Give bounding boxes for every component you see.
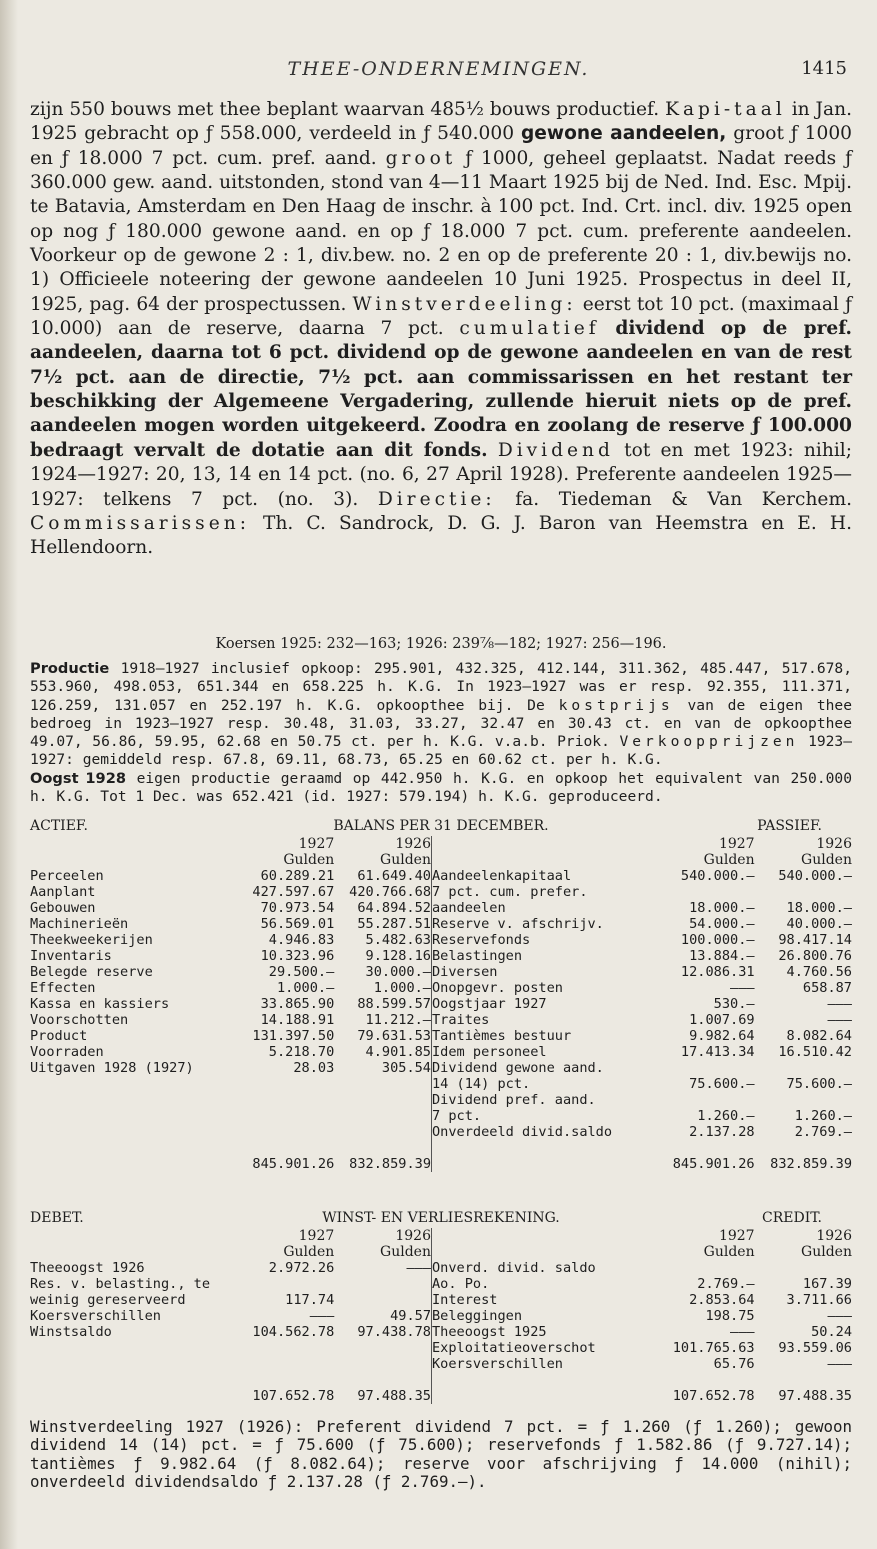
ledger-value-1926: 75.600.— (786, 1076, 852, 1092)
ledger-value-1927: 2.853.64 (689, 1292, 755, 1308)
balans-actief-table (30, 836, 432, 1172)
ledger-row (432, 1356, 852, 1372)
ledger-value-1926: 8.082.64 (786, 1028, 852, 1044)
text-segment: 1923—1927: gemiddeld resp. 67.8, 69.11, 68.73, 65.25 en 60.62 ct. per h. K.G. (30, 733, 852, 769)
year-header-row (30, 836, 432, 852)
year-1927-header: 1927 (298, 836, 335, 852)
ledger-item-label: Idem personeel (432, 1044, 547, 1060)
spacer-cell (432, 1140, 852, 1156)
kostprijs-label: kostprijs (558, 696, 674, 714)
ledger-item-label: Belastingen (432, 948, 523, 964)
unit-header: Gulden (380, 1244, 431, 1260)
ledger-value-1926: 26.800.76 (778, 948, 852, 964)
ledger-value-1927: 101.765.63 (672, 1340, 755, 1356)
ledger-item-label: aandeelen (432, 900, 506, 916)
ledger-value-1927: 14.188.91 (260, 1012, 335, 1028)
ledger-row (30, 1308, 432, 1324)
ledger-value-1926: 30.000.— (365, 964, 431, 980)
ledger-value-1927: 13.884.— (689, 948, 755, 964)
ledger-item-label: Winstsaldo (30, 1324, 112, 1340)
ledger-value-1926: ——— (827, 1012, 852, 1028)
ledger-value-1927 (657, 1260, 754, 1276)
spacer-cell (30, 1372, 432, 1388)
header-spacer (432, 836, 657, 852)
ledger-item-label: Gebouwen (30, 900, 96, 916)
footer-paragraph: Winstverdeeling 1927 (1926): Preferent dividend 7 pct. = ƒ 1.260 (ƒ 1.260); gewoon dividend 14 (14) pct. = ƒ 75.600 (ƒ 75.600); reservefonds ƒ 1.582.86 (ƒ 9.727.14); tantièmes ƒ 9.982.64 (ƒ 8.082.64); reserve voor afschrijving ƒ 14.000 (nihil); onverdeeld dividendsaldo ƒ 2.137.28 (ƒ 2.769.—). (30, 1417, 852, 1492)
total-1927: 845.901.26 (252, 1156, 335, 1172)
ledger-value-1926: 64.894.52 (357, 900, 431, 916)
ledger-row (432, 1276, 852, 1292)
header-spacer (432, 1228, 657, 1244)
unit-header: Gulden (380, 852, 431, 868)
ledger-item-label: Diversen (432, 964, 498, 980)
ledger-value-1926: 540.000.— (778, 868, 852, 884)
year-1926-header: 1926 (816, 836, 852, 852)
ledger-row (432, 1340, 852, 1356)
ledger-item-label: Koersverschillen (432, 1356, 563, 1372)
ledger-item-label: Tantièmes bestuur (432, 1028, 572, 1044)
year-header-row (432, 1228, 852, 1244)
kapitaal-label: Kapi-taal (665, 99, 786, 120)
ledger-item-label: Reserve v. afschrijv. (432, 916, 604, 932)
ledger-value-1927: 9.982.64 (689, 1028, 755, 1044)
ledger-total-row (432, 1156, 852, 1172)
ledger-row (432, 1044, 852, 1060)
ledger-value-1926: 420.766.68 (349, 884, 431, 900)
ledger-row (30, 1012, 432, 1028)
spacer-cell (30, 1124, 432, 1140)
ledger-value-1926 (755, 1260, 852, 1276)
ledger-value-1926: 98.417.14 (778, 932, 852, 948)
balans-body (30, 836, 852, 1172)
ledger-row (432, 980, 852, 996)
ledger-value-1927: 131.397.50 (252, 1028, 335, 1044)
ledger-value-1926: ——— (827, 996, 852, 1012)
ledger-item-label: Aanplant (30, 884, 96, 900)
unit-header: Gulden (283, 852, 335, 868)
page-number: 1415 (801, 58, 847, 79)
total-1927: 845.901.26 (672, 1156, 755, 1172)
ledger-row (432, 900, 852, 916)
winstverdeeling-footer (30, 1418, 852, 1492)
ledger-value-1926: 88.599.57 (357, 996, 431, 1012)
text-segment: eigen productie geraamd op 442.950 h. K.G. en opkoop het equivalent van 250.000 h. K.G. Tot 1 Dec. was 652.421 (id. 1927: 579.194) h. K.G. geproduceerd. (30, 769, 852, 805)
year-1926-header: 1926 (395, 1228, 431, 1244)
spacer-row (30, 1076, 432, 1092)
ledger-value-1926: 658.87 (802, 980, 852, 996)
ledger-value-1926 (334, 1292, 431, 1308)
ledger-row (432, 1124, 852, 1140)
ledger-value-1926: 1.260.— (794, 1108, 852, 1124)
balans-section (30, 818, 852, 1172)
total-spacer (432, 1156, 657, 1172)
ledger-row (432, 1324, 852, 1340)
ledger-item-label: Aandeelenkapitaal (432, 868, 572, 884)
spacer-cell (30, 1092, 432, 1108)
ledger-item-label: Exploitatieoverschot (432, 1340, 596, 1356)
ledger-value-1927: 56.569.01 (260, 916, 335, 932)
spacer-row (30, 1340, 432, 1356)
ledger-total-row (30, 1388, 432, 1404)
ledger-row (432, 996, 852, 1012)
total-1926: 832.859.39 (349, 1156, 431, 1172)
header-spacer (432, 1244, 657, 1260)
ledger-row (30, 916, 432, 932)
ledger-value-1927: 17.413.34 (680, 1044, 755, 1060)
ledger-item-label: Voorraden (30, 1044, 104, 1060)
ledger-value-1926: 5.482.63 (365, 932, 431, 948)
ledger-value-1927: 1.007.69 (689, 1012, 755, 1028)
verkoopprijzen-label: Verkoopprijzen (619, 733, 799, 750)
ledger-row (30, 1060, 432, 1076)
description-paragraph (30, 98, 852, 561)
ledger-value-1927: 70.973.54 (260, 900, 335, 916)
ledger-item-label: Traites (432, 1012, 490, 1028)
ledger-value-1927: 1.000.— (276, 980, 335, 996)
spacer-cell (30, 1340, 432, 1356)
oogst-paragraph (30, 770, 852, 807)
ledger-row (30, 964, 432, 980)
year-1926-header: 1926 (816, 1228, 852, 1244)
cumulatief-label: cumulatief (459, 318, 600, 340)
ledger-row (432, 1092, 852, 1108)
ledger-row (432, 916, 852, 932)
debet-label: DEBET. (30, 1210, 84, 1226)
ledger-row (432, 884, 852, 900)
ledger-value-1926: 61.649.40 (357, 868, 431, 884)
gewone-aandeelen-label: gewone aandeelen, (520, 123, 727, 145)
ledger-item-label: weinig gereserveerd (30, 1292, 186, 1308)
ledger-value-1927: 117.74 (285, 1292, 335, 1308)
winst-section (30, 1210, 852, 1404)
ledger-row (432, 1012, 852, 1028)
ledger-item-label: Inventaris (30, 948, 112, 964)
ledger-total-row (432, 1388, 852, 1404)
unit-header-row (30, 852, 432, 868)
ledger-value-1927: ——— (309, 1308, 335, 1324)
ledger-value-1927 (657, 1060, 754, 1076)
ledger-value-1926: 93.559.06 (778, 1340, 852, 1356)
ledger-item-label: Theekweekerijen (30, 932, 153, 948)
header-spacer (30, 1228, 238, 1244)
unit-header-row (432, 852, 852, 868)
page-header (30, 58, 847, 88)
ledger-item-label: Perceelen (30, 868, 104, 884)
ledger-item-label: 7 pct. (432, 1108, 482, 1124)
ledger-value-1926: 97.438.78 (357, 1324, 431, 1340)
spacer-row (30, 1092, 432, 1108)
ledger-value-1926 (755, 884, 852, 900)
ledger-value-1926: 49.57 (390, 1308, 431, 1324)
directie-label: Directie: (377, 488, 496, 510)
ledger-row (432, 1260, 852, 1276)
spacer-cell (432, 1372, 852, 1388)
header-spacer (30, 852, 238, 868)
ledger-row (432, 1108, 852, 1124)
text-segment: van de eigen thee bedroeg in 1923—1927 resp. 30.48, 31.03, 33.27, 32.47 en 30.43 ct. en van de opkoopthee 49.07, 56.86, 59.95, 62.68 en 50.75 ct. per h. K.G. v.a.b. Priok. (30, 696, 852, 750)
ledger-row (30, 1324, 432, 1340)
unit-header: Gulden (283, 1244, 335, 1260)
page-edge-shadow (0, 0, 18, 1549)
ledger-item-label: Uitgaven 1928 (1927) (30, 1060, 194, 1076)
text-segment: 1918—1927 inclusief opkoop: 295.901, 432.325, 412.144, 311.362, 485.447, 517.678, 553.960, 498.053, 651.344 en 658.225 h. K.G. In 1923—1927 was er resp. 92.355, 111.371, 126.259, 131.057 en 252.197 h. K.G. opkoopthee bij. De (30, 660, 852, 714)
actief-label: ACTIEF. (30, 818, 88, 834)
ledger-value-1926: 167.39 (802, 1276, 852, 1292)
ledger-value-1926: 4.901.85 (365, 1044, 431, 1060)
groot-label: groot (385, 147, 457, 169)
ledger-value-1927 (657, 1092, 754, 1108)
ledger-total-row (30, 1156, 432, 1172)
ledger-value-1926: 16.510.42 (778, 1044, 852, 1060)
spacer-row (432, 1372, 852, 1388)
ledger-row (30, 884, 432, 900)
year-1927-header: 1927 (718, 1228, 755, 1244)
unit-header: Gulden (703, 1244, 755, 1260)
total-1926: 97.488.35 (357, 1388, 431, 1404)
year-1926-header: 1926 (395, 836, 431, 852)
spacer-cell (30, 1356, 432, 1372)
ledger-value-1926: 3.711.66 (786, 1292, 852, 1308)
productie-label: Productie (30, 660, 110, 677)
productie-section (30, 660, 852, 806)
ledger-row (30, 1044, 432, 1060)
ledger-value-1926: 18.000.— (786, 900, 852, 916)
ledger-value-1926: ——— (406, 1260, 431, 1276)
ledger-value-1927: 4.946.83 (268, 932, 335, 948)
text-segment: ƒ 1000, geheel geplaatst. Nadat reeds ƒ 360.000 gew. aand. uitstonden, stond van 4—11 Maart 1925 bij de Ned. Ind. Esc. Mpij. te Batavia, Amsterdam en Den Haag de inschr. à 100 pct. Ind. Crt. incl. div. 1925 open op nog ƒ 180.000 gewone aand. en op ƒ 18.000 7 pct. cum. preferente aandeelen. Voorkeur op de gewone 2 : 1, div.bew. no. 2 en op de preferente 20 : 1, div.bewijs no. 1) Officieele noteering der gewone aandeelen 10 Juni 1925. Prospectus in deel II, 1925, pag. 64 der prospectussen. (30, 147, 852, 315)
text-segment: zijn 550 bouws met thee beplant waarvan 485½ bouws productief. (30, 99, 660, 120)
ledger-row (432, 1292, 852, 1308)
ledger-item-label: Koersverschillen (30, 1308, 161, 1324)
total-1926: 832.859.39 (770, 1156, 852, 1172)
credit-label: CREDIT. (762, 1210, 822, 1226)
unit-header: Gulden (703, 852, 755, 868)
ledger-value-1927: 5.218.70 (268, 1044, 335, 1060)
text-segment: groot ƒ 1000 en ƒ 18.000 7 pct. cum. pref. aand. (30, 123, 852, 169)
ledger-row (30, 1292, 432, 1308)
running-title: THEE-ONDERNEMINGEN. (287, 58, 590, 80)
ledger-item-label: Reservefonds (432, 932, 531, 948)
oogst-label: Oogst 1928 (30, 769, 127, 787)
unit-header: Gulden (801, 1244, 852, 1260)
ledger-value-1926: 2.769.— (794, 1124, 852, 1140)
ledger-row (30, 948, 432, 964)
passief-label: PASSIEF. (757, 818, 822, 834)
year-1927-header: 1927 (718, 836, 755, 852)
ledger-row (432, 932, 852, 948)
ledger-item-label: Product (30, 1028, 88, 1044)
spacer-row (432, 1140, 852, 1156)
ledger-row (432, 1308, 852, 1324)
ledger-item-label: Oogstjaar 1927 (432, 996, 547, 1012)
ledger-value-1926: ——— (827, 1356, 852, 1372)
productie-paragraph (30, 660, 852, 770)
ledger-value-1927: 530.— (713, 996, 755, 1012)
ledger-row (30, 996, 432, 1012)
header-spacer (30, 1244, 238, 1260)
balans-header (30, 818, 852, 836)
text-segment: fa. Tiedeman & Van Kerchem. (515, 488, 852, 510)
ledger-item-label: Res. v. belasting., te (30, 1276, 211, 1292)
year-1927-header: 1927 (298, 1228, 335, 1244)
ledger-value-1927: 60.289.21 (260, 868, 335, 884)
unit-header: Gulden (801, 852, 852, 868)
ledger-item-label: Machinerieën (30, 916, 129, 932)
ledger-value-1927: 2.137.28 (689, 1124, 755, 1140)
spacer-row (30, 1356, 432, 1372)
ledger-row (432, 948, 852, 964)
ledger-item-label: Kassa en kassiers (30, 996, 170, 1012)
ledger-value-1927: 1.260.— (697, 1108, 755, 1124)
ledger-item-label: 7 pct. cum. prefer. (432, 884, 588, 900)
ledger-row (432, 964, 852, 980)
spacer-row (30, 1124, 432, 1140)
spacer-cell (30, 1108, 432, 1124)
winst-title: WINST- EN VERLIESREKENING. (322, 1210, 560, 1226)
ledger-value-1926: 55.287.51 (357, 916, 431, 932)
ledger-value-1926: 9.128.16 (365, 948, 431, 964)
ledger-item-label: Onopgevr. posten (432, 980, 563, 996)
ledger-item-label: Interest (432, 1292, 498, 1308)
ledger-value-1927: 29.500.— (268, 964, 335, 980)
text-segment: in Jan. 1925 gebracht op ƒ 558.000, verdeeld in ƒ 540.000 (30, 99, 852, 145)
ledger-item-label: Ao. Po. (432, 1276, 490, 1292)
ledger-row (30, 1028, 432, 1044)
ledger-row (30, 1260, 432, 1276)
ledger-row (30, 868, 432, 884)
text-segment: Th. C. Sandrock, D. G. J. Baron van Heemstra en E. H. Hellendoorn. (30, 512, 852, 559)
balans-passief-table (432, 836, 852, 1172)
balans-title: BALANS PER 31 DECEMBER. (333, 818, 549, 834)
ledger-row (432, 1028, 852, 1044)
koersen-line: Koersen 1925: 232—163; 1926: 239⅞—182; 1927: 256—196. (215, 636, 667, 652)
winst-header (30, 1210, 852, 1228)
ledger-value-1927: 18.000.— (689, 900, 755, 916)
ledger-item-label: Beleggingen (432, 1308, 523, 1324)
ledger-value-1926 (755, 1060, 852, 1076)
ledger-row (432, 868, 852, 884)
ledger-value-1927: 65.76 (713, 1356, 755, 1372)
ledger-value-1927: 33.865.90 (260, 996, 335, 1012)
ledger-value-1927: ——— (730, 1324, 755, 1340)
ledger-value-1927 (238, 1276, 335, 1292)
ledger-value-1926 (755, 1092, 852, 1108)
ledger-row (30, 980, 432, 996)
ledger-item-label: Theeoogst 1926 (30, 1260, 145, 1276)
unit-header-row (432, 1244, 852, 1260)
ledger-value-1927: 10.323.96 (260, 948, 335, 964)
ledger-item-label: Onverdeeld divid.saldo (432, 1124, 613, 1140)
ledger-value-1926: 79.631.53 (357, 1028, 431, 1044)
ledger-value-1927: 28.03 (293, 1060, 335, 1076)
winstverdeeling-label: Winstverdeeling: (352, 293, 577, 315)
ledger-item-label: Voorschotten (30, 1012, 129, 1028)
dividend-label: Dividend (497, 439, 614, 461)
ledger-row (432, 1076, 852, 1092)
ledger-value-1926: 50.24 (811, 1324, 852, 1340)
ledger-value-1927: 75.600.— (689, 1076, 755, 1092)
spacer-row (30, 1140, 432, 1156)
ledger-value-1927: 100.000.— (680, 932, 755, 948)
ledger-item-label: Effecten (30, 980, 96, 996)
text-segment: eerst tot 10 pct. (maximaal ƒ 10.000) aan de reserve, daarna 7 pct. (30, 293, 852, 340)
spacer-cell (30, 1140, 432, 1156)
ledger-value-1927: 2.769.— (697, 1276, 755, 1292)
header-spacer (30, 836, 238, 852)
ledger-value-1926: ——— (827, 1308, 852, 1324)
winst-credit-table (432, 1228, 852, 1404)
text-segment: tot en met 1923: nihil; 1924—1927: 20, 13, 14 en 14 pct. (no. 6, 27 April 1928). Preferente aandeelen 1925—1927: telkens 7 pct. (no. 3). (30, 439, 852, 510)
ledger-item-label: Dividend pref. aand. (432, 1092, 596, 1108)
ledger-row (432, 1060, 852, 1076)
total-spacer (432, 1388, 657, 1404)
ledger-item-label: 14 (14) pct. (432, 1076, 531, 1092)
ledger-value-1926: 1.000.— (373, 980, 431, 996)
ledger-value-1926: 11.212.— (365, 1012, 431, 1028)
year-header-row (30, 1228, 432, 1244)
total-1926: 97.488.35 (778, 1388, 852, 1404)
spacer-cell (30, 1076, 432, 1092)
ledger-item-label: Dividend gewone aand. (432, 1060, 604, 1076)
text-segment-bold: dividend op de pref. aandeelen, daarna tot 6 pct. dividend op de gewone aandeelen en van de rest 7½ pct. aan de directie, 7½ pct. aan commissarissen en het restant ter beschikking der Algemeene Vergadering, zullende hieruit niets op de pref. aandeelen mogen worden uitgekeerd. Zoodra en zoolang de reserve ƒ 100.000 bedraagt vervalt de dotatie aan dit fonds. (30, 318, 852, 461)
ledger-row (30, 1276, 432, 1292)
ledger-item-label: Theeoogst 1925 (432, 1324, 547, 1340)
ledger-value-1927: 12.086.31 (680, 964, 755, 980)
ledger-value-1927: 54.000.— (689, 916, 755, 932)
ledger-value-1926 (334, 1276, 431, 1292)
ledger-value-1926: 40.000.— (786, 916, 852, 932)
ledger-value-1926: 4.760.56 (786, 964, 852, 980)
ledger-value-1927: 2.972.26 (268, 1260, 335, 1276)
ledger-value-1927: 198.75 (705, 1308, 755, 1324)
ledger-row (30, 900, 432, 916)
commissarissen-label: Commissarissen: (30, 512, 250, 534)
total-1927: 107.652.78 (672, 1388, 755, 1404)
unit-header-row (30, 1244, 432, 1260)
ledger-item-label: Onverd. divid. saldo (432, 1260, 596, 1276)
spacer-row (30, 1372, 432, 1388)
year-header-row (432, 836, 852, 852)
winst-body (30, 1228, 852, 1404)
ledger-item-label: Belegde reserve (30, 964, 153, 980)
spacer-row (30, 1108, 432, 1124)
ledger-row (30, 932, 432, 948)
ledger-value-1927: 540.000.— (680, 868, 755, 884)
ledger-value-1926: 305.54 (381, 1060, 431, 1076)
total-spacer (30, 1156, 238, 1172)
total-1927: 107.652.78 (252, 1388, 335, 1404)
ledger-value-1927: 427.597.67 (252, 884, 335, 900)
ledger-value-1927 (657, 884, 754, 900)
winst-debet-table (30, 1228, 432, 1404)
ledger-value-1927: 104.562.78 (252, 1324, 335, 1340)
company-description (30, 98, 852, 561)
header-spacer (432, 852, 657, 868)
total-spacer (30, 1388, 238, 1404)
ledger-value-1927: ——— (730, 980, 755, 996)
